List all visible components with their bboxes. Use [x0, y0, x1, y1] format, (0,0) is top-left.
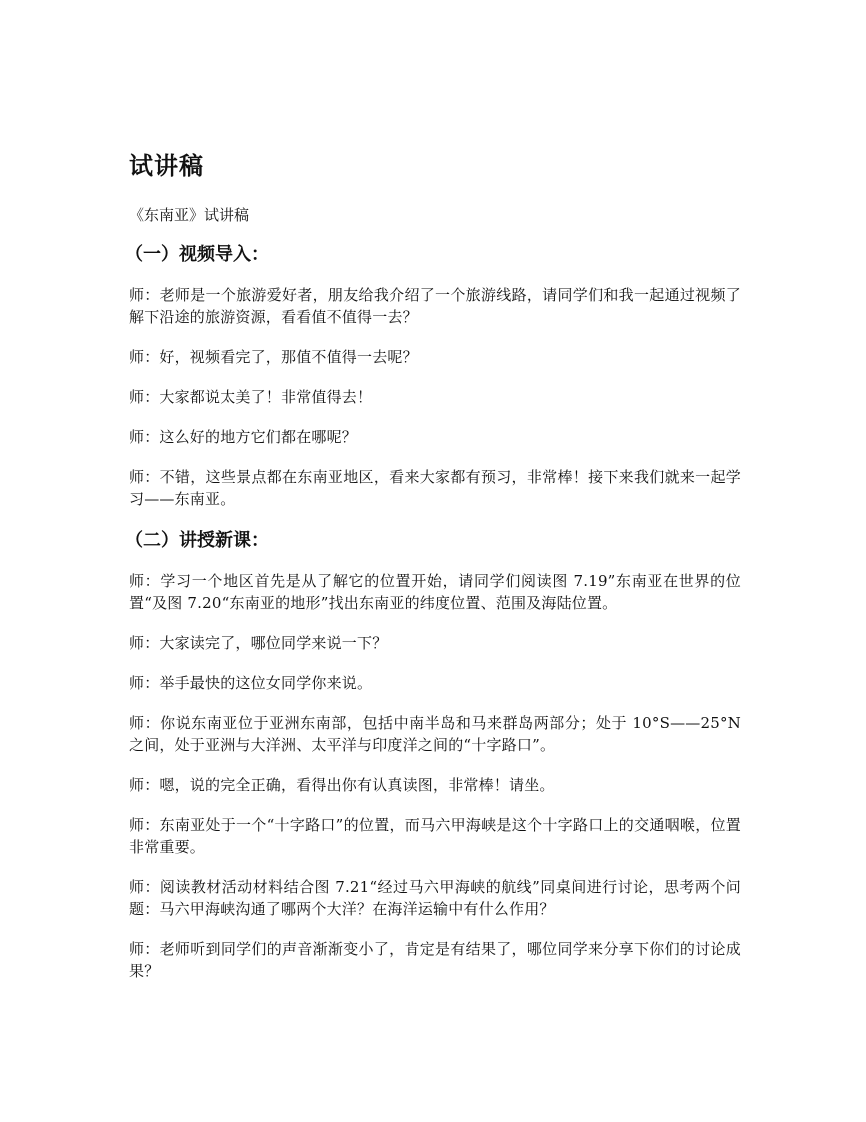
paragraph: 师：大家读完了，哪位同学来说一下？	[129, 634, 388, 652]
section-new-lesson	[125, 528, 741, 982]
paragraph: 师：大家都说太美了！非常值得去！	[129, 388, 373, 406]
section-video-intro	[125, 242, 741, 510]
section-heading: （一）视频导入：	[125, 244, 269, 265]
document-subtitle: 《东南亚》试讲稿	[129, 206, 250, 224]
paragraph: 师：老师是一个旅游爱好者，朋友给我介绍了一个旅游线路，请同学们和我一起通过视频了解下沿途的旅游资源，看看值不值得一去？	[129, 286, 741, 326]
paragraph: 师：老师听到同学们的声音渐渐变小了，肯定是有结果了，哪位同学来分享下你们的讨论成果？	[129, 940, 741, 980]
section-heading: （二）讲授新课：	[125, 530, 269, 551]
paragraph: 师：学习一个地区首先是从了解它的位置开始，请同学们阅读图 7.19”东南亚在世界的位置“及图 7.20“东南亚的地形”找出东南亚的纬度位置、范围及海陆位置。	[129, 572, 741, 612]
paragraph: 师：你说东南亚位于亚洲东南部，包括中南半岛和马来群岛两部分；处于 10°S——25°N 之间，处于亚洲与大洋洲、太平洋与印度洋之间的“十字路口”。	[129, 714, 741, 754]
paragraph: 师：不错，这些景点都在东南亚地区，看来大家都有预习，非常棒！接下来我们就来一起学习——东南亚。	[129, 468, 741, 508]
paragraph: 师：嗯，说的完全正确，看得出你有认真读图，非常棒！请坐。	[129, 776, 555, 794]
paragraph: 师：阅读教材活动材料结合图 7.21“经过马六甲海峡的航线”同桌间进行讨论，思考两个问题：马六甲海峡沟通了哪两个大洋？在海洋运输中有什么作用？	[129, 878, 741, 918]
paragraph: 师：东南亚处于一个“十字路口”的位置，而马六甲海峡是这个十字路口上的交通咽喉，位置非常重要。	[129, 816, 741, 856]
document-body	[125, 150, 741, 1000]
paragraph: 师：这么好的地方它们都在哪呢？	[129, 428, 358, 446]
document-title: 试讲稿	[129, 152, 204, 180]
paragraph: 师：好，视频看完了，那值不值得一去呢？	[129, 348, 418, 366]
paragraph: 师：举手最快的这位女同学你来说。	[129, 674, 373, 692]
